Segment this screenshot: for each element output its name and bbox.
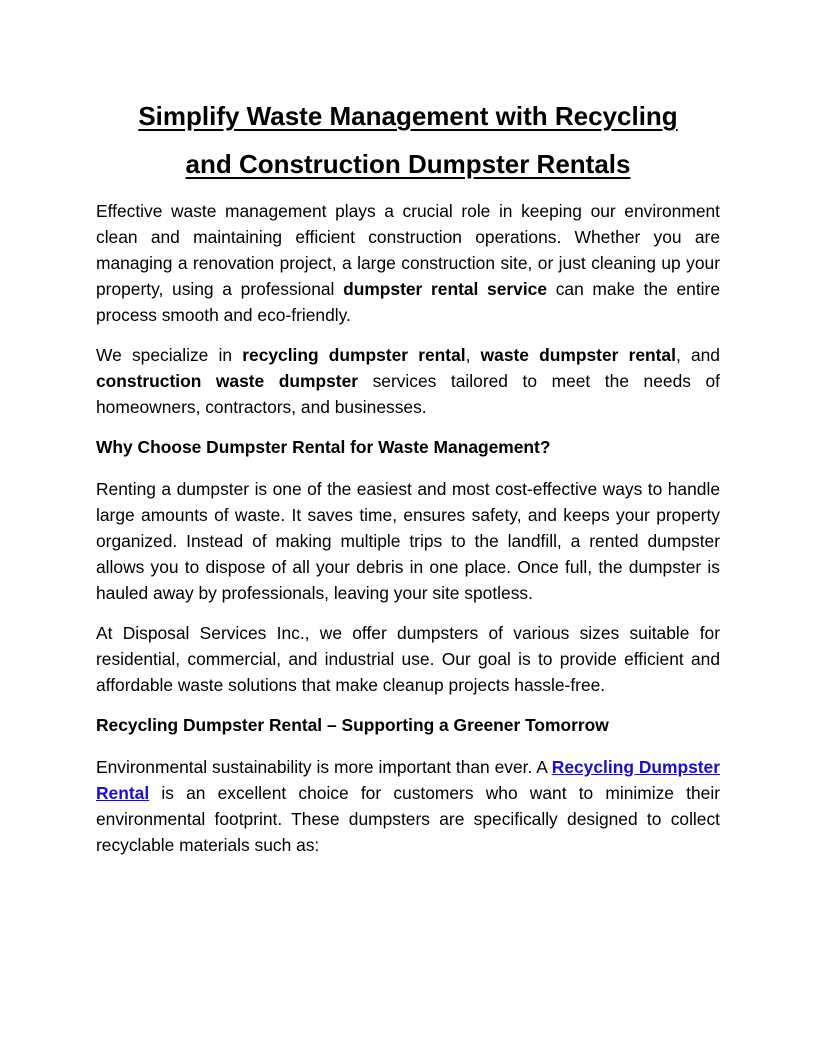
section-heading-recycling: Recycling Dumpster Rental – Supporting a Greener Tomorrow (96, 715, 609, 735)
page-title (96, 92, 720, 188)
title-line-2: and Construction Dumpster Rentals (185, 149, 631, 179)
bold-dumpster-rental-service: dumpster rental service (343, 279, 548, 299)
why-paragraph: Renting a dumpster is one of the easiest and most cost-effective ways to handle large amounts of waste. It saves time, ensures safety, and keeps your property organized. Instead of making multiple trips to the landfill, a rented dumpster allows you to dispose of all your debris in one place. Once full, the dumpster is hauled away by professionals, leaving your site spotless. (96, 479, 720, 603)
title-line-1: Simplify Waste Management with Recycling (138, 101, 678, 131)
recycling-paragraph: Environmental sustainability is more important than ever. A Recycling Dumpster Rental is an excellent choice for customers who want to minimize their environmental footprint. These dumpsters are specifically designed to collect recyclable materials such as: (96, 757, 720, 855)
recycling-dumpster-rental-link[interactable]: Recycling Dumpster Rental (96, 757, 720, 803)
services-paragraph: We specialize in recycling dumpster rental, waste dumpster rental, and construction waste dumpster services tailored to meet the needs of homeowners, contractors, and businesses. (96, 345, 720, 417)
bold-waste-dumpster-rental: waste dumpster rental (480, 345, 676, 365)
company-paragraph: At Disposal Services Inc., we offer dumpsters of various sizes suitable for residential, commercial, and industrial use. Our goal is to provide efficient and affordable waste solutions that make cleanup projects hassle-free. (96, 623, 720, 695)
bold-recycling-dumpster-rental: recycling dumpster rental (242, 345, 466, 365)
bold-construction-waste-dumpster: construction waste dumpster (96, 371, 359, 391)
section-heading-why-choose: Why Choose Dumpster Rental for Waste Management? (96, 437, 551, 457)
document-page (96, 92, 720, 872)
intro-paragraph: Effective waste management plays a crucial role in keeping our environment clean and maintaining efficient construction operations. Whether you are managing a renovation project, a large construction site, or just cleaning up your property, using a professional dumpster rental service can make the entire process smooth and eco-friendly. (96, 201, 720, 325)
